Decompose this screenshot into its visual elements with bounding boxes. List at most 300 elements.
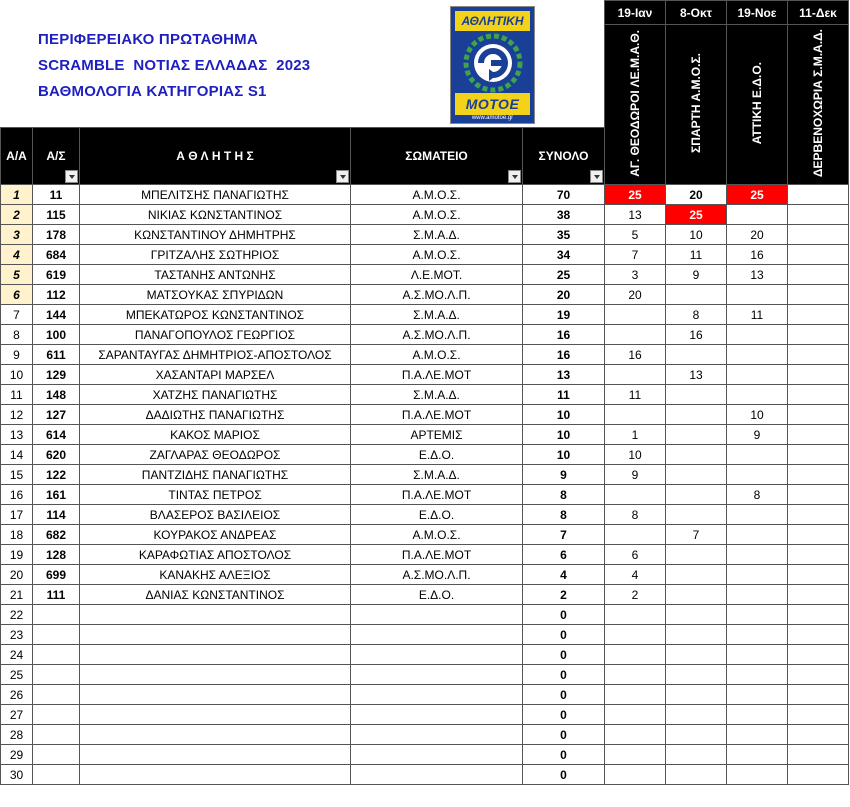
- cell-round-1[interactable]: 5: [605, 225, 666, 245]
- cell-number[interactable]: [33, 605, 80, 625]
- cell-total[interactable]: 0: [523, 645, 605, 665]
- cell-round-4[interactable]: [788, 385, 849, 405]
- cell-total[interactable]: 0: [523, 725, 605, 745]
- cell-total[interactable]: 6: [523, 545, 605, 565]
- cell-club[interactable]: Α.Μ.Ο.Σ.: [351, 185, 523, 205]
- cell-position[interactable]: 24: [1, 645, 33, 665]
- cell-club[interactable]: [351, 605, 523, 625]
- cell-round-1[interactable]: 1: [605, 425, 666, 445]
- cell-round-1[interactable]: [605, 485, 666, 505]
- cell-round-2[interactable]: [666, 565, 727, 585]
- cell-total[interactable]: 20: [523, 285, 605, 305]
- cell-round-2[interactable]: [666, 625, 727, 645]
- cell-round-4[interactable]: [788, 725, 849, 745]
- cell-total[interactable]: 0: [523, 765, 605, 785]
- cell-round-4[interactable]: [788, 365, 849, 385]
- cell-round-4[interactable]: [788, 225, 849, 245]
- cell-position[interactable]: 16: [1, 485, 33, 505]
- cell-round-4[interactable]: [788, 705, 849, 725]
- cell-number[interactable]: 111: [33, 585, 80, 605]
- cell-number[interactable]: 619: [33, 265, 80, 285]
- cell-club[interactable]: Ε.Δ.Ο.: [351, 445, 523, 465]
- cell-number[interactable]: [33, 725, 80, 745]
- cell-round-3[interactable]: 9: [727, 425, 788, 445]
- cell-round-4[interactable]: [788, 665, 849, 685]
- cell-number[interactable]: 129: [33, 365, 80, 385]
- cell-position[interactable]: 23: [1, 625, 33, 645]
- cell-round-2[interactable]: 7: [666, 525, 727, 545]
- cell-round-4[interactable]: [788, 325, 849, 345]
- cell-round-3[interactable]: [727, 285, 788, 305]
- cell-round-4[interactable]: [788, 565, 849, 585]
- cell-round-2[interactable]: [666, 705, 727, 725]
- cell-round-3[interactable]: [727, 465, 788, 485]
- cell-club[interactable]: Α.Σ.ΜΟ.Λ.Π.: [351, 325, 523, 345]
- cell-number[interactable]: [33, 645, 80, 665]
- cell-round-4[interactable]: [788, 645, 849, 665]
- table-row: [1, 365, 849, 385]
- col-header-num: Α/Σ: [33, 128, 80, 185]
- cell-round-1[interactable]: 3: [605, 265, 666, 285]
- cell-round-3[interactable]: [727, 505, 788, 525]
- cell-round-2[interactable]: 11: [666, 245, 727, 265]
- cell-round-3[interactable]: [727, 385, 788, 405]
- cell-round-4[interactable]: [788, 265, 849, 285]
- cell-club[interactable]: Σ.Μ.Α.Δ.: [351, 225, 523, 245]
- cell-round-2[interactable]: [666, 425, 727, 445]
- cell-position[interactable]: 7: [1, 305, 33, 325]
- cell-club[interactable]: Π.Α.ΛΕ.ΜΟΤ: [351, 365, 523, 385]
- cell-round-4[interactable]: [788, 685, 849, 705]
- round-date-1: 19-Ιαν: [605, 1, 666, 25]
- cell-round-1[interactable]: 8: [605, 505, 666, 525]
- cell-round-3[interactable]: [727, 765, 788, 785]
- cell-number[interactable]: [33, 625, 80, 645]
- cell-round-4[interactable]: [788, 765, 849, 785]
- cell-round-2[interactable]: [666, 345, 727, 365]
- cell-athlete[interactable]: ΚΩΝΣΤΑΝΤΙΝΟΥ ΔΗΜΗΤΡΗΣ: [80, 225, 351, 245]
- cell-club[interactable]: Ε.Δ.Ο.: [351, 585, 523, 605]
- filter-dropdown-icon[interactable]: [508, 170, 521, 183]
- cell-athlete[interactable]: ΧΑΣΑΝΤΑΡΙ ΜΑΡΣΕΛ: [80, 365, 351, 385]
- cell-total[interactable]: 7: [523, 525, 605, 545]
- cell-round-1[interactable]: [605, 665, 666, 685]
- cell-position[interactable]: 11: [1, 385, 33, 405]
- cell-round-1[interactable]: [605, 725, 666, 745]
- cell-round-2[interactable]: [666, 505, 727, 525]
- table-row: [1, 385, 849, 405]
- cell-club[interactable]: [351, 665, 523, 685]
- filter-dropdown-icon[interactable]: [336, 170, 349, 183]
- cell-position[interactable]: 18: [1, 525, 33, 545]
- cell-total[interactable]: 38: [523, 205, 605, 225]
- logo-url: www.amotoe.gr: [471, 115, 514, 121]
- cell-club[interactable]: Σ.Μ.Α.Δ.: [351, 385, 523, 405]
- cell-position[interactable]: 12: [1, 405, 33, 425]
- cell-number[interactable]: 122: [33, 465, 80, 485]
- cell-athlete[interactable]: ΔΑΝΙΑΣ ΚΩΝΣΤΑΝΤΙΝΟΣ: [80, 585, 351, 605]
- cell-round-4[interactable]: [788, 305, 849, 325]
- cell-round-3[interactable]: [727, 445, 788, 465]
- cell-club[interactable]: [351, 645, 523, 665]
- cell-athlete[interactable]: [80, 665, 351, 685]
- cell-club[interactable]: [351, 685, 523, 705]
- cell-total[interactable]: 35: [523, 225, 605, 245]
- cell-number[interactable]: 148: [33, 385, 80, 405]
- cell-club[interactable]: Σ.Μ.Α.Δ.: [351, 305, 523, 325]
- cell-position[interactable]: 8: [1, 325, 33, 345]
- cell-total[interactable]: 70: [523, 185, 605, 205]
- cell-position[interactable]: 26: [1, 685, 33, 705]
- cell-round-3[interactable]: [727, 705, 788, 725]
- cell-athlete[interactable]: ΚΟΥΡΑΚΟΣ ΑΝΔΡΕΑΣ: [80, 525, 351, 545]
- table-row: [1, 705, 849, 725]
- table-row: [1, 445, 849, 465]
- cell-total[interactable]: 34: [523, 245, 605, 265]
- cell-total[interactable]: 10: [523, 405, 605, 425]
- cell-athlete[interactable]: [80, 685, 351, 705]
- cell-round-1[interactable]: [605, 765, 666, 785]
- cell-round-3[interactable]: 16: [727, 245, 788, 265]
- cell-round-3[interactable]: [727, 345, 788, 365]
- cell-round-3[interactable]: 8: [727, 485, 788, 505]
- cell-position[interactable]: 20: [1, 565, 33, 585]
- col-header-total: ΣΥΝΟΛΟ: [523, 128, 605, 185]
- cell-number[interactable]: 178: [33, 225, 80, 245]
- cell-round-4[interactable]: [788, 485, 849, 505]
- cell-athlete[interactable]: ΠΑΝΑΓΟΠΟΥΛΟΣ ΓΕΩΡΓΙΟΣ: [80, 325, 351, 345]
- table-row: [1, 645, 849, 665]
- round-venue-4: ΔΕΡΒΕΝΟΧΩΡΙΑ Σ.Μ.Α.Δ.: [788, 25, 849, 185]
- cell-athlete[interactable]: [80, 645, 351, 665]
- cell-total[interactable]: 0: [523, 705, 605, 725]
- cell-position[interactable]: 10: [1, 365, 33, 385]
- cell-round-4[interactable]: [788, 525, 849, 545]
- cell-round-4[interactable]: [788, 285, 849, 305]
- cell-club[interactable]: Π.Α.ΛΕ.ΜΟΤ: [351, 545, 523, 565]
- table-row: [1, 305, 849, 325]
- cell-round-4[interactable]: [788, 505, 849, 525]
- cell-round-4[interactable]: [788, 185, 849, 205]
- cell-round-2[interactable]: [666, 285, 727, 305]
- cell-total[interactable]: 10: [523, 445, 605, 465]
- cell-round-3[interactable]: [727, 745, 788, 765]
- cell-round-2[interactable]: [666, 685, 727, 705]
- cell-total[interactable]: 25: [523, 265, 605, 285]
- cell-athlete[interactable]: [80, 625, 351, 645]
- cell-round-2[interactable]: [666, 605, 727, 625]
- cell-round-3[interactable]: 13: [727, 265, 788, 285]
- cell-position[interactable]: 13: [1, 425, 33, 445]
- cell-club[interactable]: Σ.Μ.Α.Δ.: [351, 465, 523, 485]
- cell-athlete[interactable]: [80, 765, 351, 785]
- cell-position[interactable]: 1: [1, 185, 33, 205]
- cell-athlete[interactable]: ΓΡΙΤΖΑΛΗΣ ΣΩΤΗΡΙΟΣ: [80, 245, 351, 265]
- cell-club[interactable]: Α.Μ.Ο.Σ.: [351, 525, 523, 545]
- cell-round-1[interactable]: 2: [605, 585, 666, 605]
- cell-athlete[interactable]: ΚΑΡΑΦΩΤΙΑΣ ΑΠΟΣΤΟΛΟΣ: [80, 545, 351, 565]
- table-row: [1, 325, 849, 345]
- cell-number[interactable]: 115: [33, 205, 80, 225]
- cell-round-3[interactable]: [727, 545, 788, 565]
- cell-round-3[interactable]: [727, 205, 788, 225]
- cell-athlete[interactable]: [80, 745, 351, 765]
- cell-round-2[interactable]: [666, 585, 727, 605]
- cell-round-2[interactable]: [666, 725, 727, 745]
- cell-round-3[interactable]: [727, 645, 788, 665]
- table-row: [1, 285, 849, 305]
- cell-number[interactable]: [33, 665, 80, 685]
- cell-athlete[interactable]: ΜΠΕΚΑΤΩΡΟΣ ΚΩΝΣΤΑΝΤΙΝΟΣ: [80, 305, 351, 325]
- cell-round-3[interactable]: [727, 685, 788, 705]
- cell-round-4[interactable]: [788, 205, 849, 225]
- cell-round-1[interactable]: 13: [605, 205, 666, 225]
- cell-total[interactable]: 0: [523, 605, 605, 625]
- cell-total[interactable]: 10: [523, 425, 605, 445]
- cell-position[interactable]: 14: [1, 445, 33, 465]
- cell-number[interactable]: 144: [33, 305, 80, 325]
- cell-athlete[interactable]: ΣΑΡΑΝΤΑΥΓΑΣ ΔΗΜΗΤΡΙΟΣ-ΑΠΟΣΤΟΛΟΣ: [80, 345, 351, 365]
- cell-round-4[interactable]: [788, 745, 849, 765]
- cell-athlete[interactable]: ΤΙΝΤΑΣ ΠΕΤΡΟΣ: [80, 485, 351, 505]
- cell-total[interactable]: 0: [523, 685, 605, 705]
- cell-round-1[interactable]: [605, 325, 666, 345]
- cell-number[interactable]: 161: [33, 485, 80, 505]
- cell-round-4[interactable]: [788, 605, 849, 625]
- cell-total[interactable]: 16: [523, 325, 605, 345]
- cell-round-4[interactable]: [788, 625, 849, 645]
- cell-athlete[interactable]: ΒΛΑΣΕΡΟΣ ΒΑΣΙΛΕΙΟΣ: [80, 505, 351, 525]
- cell-round-2[interactable]: [666, 405, 727, 425]
- cell-round-2[interactable]: 25: [666, 205, 727, 225]
- cell-club[interactable]: Α.Σ.ΜΟ.Λ.Π.: [351, 565, 523, 585]
- cell-round-4[interactable]: [788, 445, 849, 465]
- cell-club[interactable]: [351, 705, 523, 725]
- cell-athlete[interactable]: ΤΑΣΤΑΝΗΣ ΑΝΤΩΝΗΣ: [80, 265, 351, 285]
- cell-number[interactable]: 684: [33, 245, 80, 265]
- cell-number[interactable]: 100: [33, 325, 80, 345]
- cell-athlete[interactable]: ΝΙΚΙΑΣ ΚΩΝΣΤΑΝΤΙΝΟΣ: [80, 205, 351, 225]
- cell-athlete[interactable]: [80, 705, 351, 725]
- cell-round-3[interactable]: 25: [727, 185, 788, 205]
- cell-position[interactable]: 27: [1, 705, 33, 725]
- cell-position[interactable]: 22: [1, 605, 33, 625]
- cell-position[interactable]: 21: [1, 585, 33, 605]
- cell-total[interactable]: 0: [523, 745, 605, 765]
- cell-total[interactable]: 16: [523, 345, 605, 365]
- cell-number[interactable]: 614: [33, 425, 80, 445]
- cell-round-3[interactable]: [727, 365, 788, 385]
- table-row: [1, 665, 849, 685]
- cell-position[interactable]: 15: [1, 465, 33, 485]
- cell-round-1[interactable]: 20: [605, 285, 666, 305]
- table-row: [1, 425, 849, 445]
- title-line-1: ΠΕΡΙΦΕΡΕΙΑΚΟ ΠΡΩΤΑΘΗΜΑ: [38, 31, 258, 48]
- cell-round-1[interactable]: 4: [605, 565, 666, 585]
- cell-total[interactable]: 8: [523, 485, 605, 505]
- cell-round-3[interactable]: 20: [727, 225, 788, 245]
- filter-dropdown-icon[interactable]: [65, 170, 78, 183]
- filter-dropdown-icon[interactable]: [590, 170, 603, 183]
- cell-number[interactable]: 11: [33, 185, 80, 205]
- cell-number[interactable]: 682: [33, 525, 80, 545]
- cell-club[interactable]: Π.Α.ΛΕ.ΜΟΤ: [351, 405, 523, 425]
- cell-round-2[interactable]: [666, 765, 727, 785]
- cell-round-2[interactable]: [666, 665, 727, 685]
- cell-round-4[interactable]: [788, 405, 849, 425]
- cell-round-3[interactable]: 10: [727, 405, 788, 425]
- cell-round-3[interactable]: 11: [727, 305, 788, 325]
- table-row: [1, 185, 849, 205]
- cell-round-2[interactable]: [666, 545, 727, 565]
- cell-position[interactable]: 9: [1, 345, 33, 365]
- cell-number[interactable]: 699: [33, 565, 80, 585]
- cell-position[interactable]: 28: [1, 725, 33, 745]
- cell-number[interactable]: [33, 685, 80, 705]
- cell-round-4[interactable]: [788, 345, 849, 365]
- cell-athlete[interactable]: ΧΑΤΖΗΣ ΠΑΝΑΓΙΩΤΗΣ: [80, 385, 351, 405]
- cell-club[interactable]: ΑΡΤΕΜΙΣ: [351, 425, 523, 445]
- cell-round-4[interactable]: [788, 465, 849, 485]
- cell-position[interactable]: 6: [1, 285, 33, 305]
- cell-club[interactable]: [351, 625, 523, 645]
- cell-total[interactable]: 13: [523, 365, 605, 385]
- cell-athlete[interactable]: ΠΑΝΤΖΙΔΗΣ ΠΑΝΑΓΙΩΤΗΣ: [80, 465, 351, 485]
- cell-round-1[interactable]: [605, 625, 666, 645]
- cell-number[interactable]: 611: [33, 345, 80, 365]
- cell-round-3[interactable]: [727, 525, 788, 545]
- cell-round-3[interactable]: [727, 325, 788, 345]
- cell-round-4[interactable]: [788, 545, 849, 565]
- cell-total[interactable]: 4: [523, 565, 605, 585]
- cell-round-2[interactable]: 8: [666, 305, 727, 325]
- cell-round-1[interactable]: [605, 685, 666, 705]
- cell-number[interactable]: 112: [33, 285, 80, 305]
- cell-round-1[interactable]: [605, 605, 666, 625]
- cell-athlete[interactable]: ΚΑΚΟΣ ΜΑΡΙΟΣ: [80, 425, 351, 445]
- table-row: [1, 205, 849, 225]
- cell-round-2[interactable]: [666, 445, 727, 465]
- cell-round-1[interactable]: 9: [605, 465, 666, 485]
- cell-club[interactable]: Π.Α.ΛΕ.ΜΟΤ: [351, 485, 523, 505]
- cell-number[interactable]: 620: [33, 445, 80, 465]
- cell-athlete[interactable]: ΚΑΝΑΚΗΣ ΑΛΕΞΙΟΣ: [80, 565, 351, 585]
- cell-round-1[interactable]: [605, 525, 666, 545]
- cell-round-1[interactable]: [605, 305, 666, 325]
- cell-round-2[interactable]: [666, 485, 727, 505]
- cell-total[interactable]: 8: [523, 505, 605, 525]
- cell-athlete[interactable]: [80, 605, 351, 625]
- cell-position[interactable]: 2: [1, 205, 33, 225]
- cell-number[interactable]: 114: [33, 505, 80, 525]
- cell-round-2[interactable]: 10: [666, 225, 727, 245]
- cell-round-3[interactable]: [727, 625, 788, 645]
- cell-round-3[interactable]: [727, 665, 788, 685]
- cell-number[interactable]: 127: [33, 405, 80, 425]
- cell-club[interactable]: Ε.Δ.Ο.: [351, 505, 523, 525]
- cell-round-1[interactable]: 7: [605, 245, 666, 265]
- cell-number[interactable]: [33, 745, 80, 765]
- cell-athlete[interactable]: ΜΑΤΣΟΥΚΑΣ ΣΠΥΡΙΔΩΝ: [80, 285, 351, 305]
- cell-round-4[interactable]: [788, 585, 849, 605]
- cell-athlete[interactable]: [80, 725, 351, 745]
- cell-club[interactable]: Α.Μ.Ο.Σ.: [351, 345, 523, 365]
- cell-number[interactable]: [33, 765, 80, 785]
- cell-total[interactable]: 19: [523, 305, 605, 325]
- cell-round-2[interactable]: [666, 465, 727, 485]
- cell-round-4[interactable]: [788, 425, 849, 445]
- cell-position[interactable]: 17: [1, 505, 33, 525]
- cell-club[interactable]: [351, 765, 523, 785]
- cell-total[interactable]: 0: [523, 665, 605, 685]
- cell-round-2[interactable]: 9: [666, 265, 727, 285]
- logo: [450, 6, 535, 124]
- cell-round-3[interactable]: [727, 605, 788, 625]
- round-date-2: 8-Οκτ: [666, 1, 727, 25]
- cell-position[interactable]: 30: [1, 765, 33, 785]
- cell-club[interactable]: Α.Μ.Ο.Σ.: [351, 245, 523, 265]
- cell-club[interactable]: Α.Σ.ΜΟ.Λ.Π.: [351, 285, 523, 305]
- cell-round-3[interactable]: [727, 585, 788, 605]
- cell-round-2[interactable]: [666, 645, 727, 665]
- table-row: [1, 725, 849, 745]
- cell-round-2[interactable]: [666, 385, 727, 405]
- table-row: [1, 265, 849, 285]
- cell-round-1[interactable]: 25: [605, 185, 666, 205]
- cell-round-1[interactable]: [605, 645, 666, 665]
- cell-club[interactable]: Α.Μ.Ο.Σ.: [351, 205, 523, 225]
- cell-round-3[interactable]: [727, 725, 788, 745]
- cell-total[interactable]: 0: [523, 625, 605, 645]
- col-header-club: ΣΩΜΑΤΕΙΟ: [351, 128, 523, 185]
- cell-round-2[interactable]: 20: [666, 185, 727, 205]
- table-row: [1, 525, 849, 545]
- cell-number[interactable]: [33, 705, 80, 725]
- cell-round-4[interactable]: [788, 245, 849, 265]
- cell-position[interactable]: 25: [1, 665, 33, 685]
- cell-club[interactable]: Λ.Ε.ΜΟΤ.: [351, 265, 523, 285]
- cell-round-2[interactable]: 13: [666, 365, 727, 385]
- cell-round-1[interactable]: 16: [605, 345, 666, 365]
- cell-round-1[interactable]: [605, 365, 666, 385]
- cell-position[interactable]: 3: [1, 225, 33, 245]
- cell-total[interactable]: 11: [523, 385, 605, 405]
- cell-round-1[interactable]: 11: [605, 385, 666, 405]
- cell-position[interactable]: 4: [1, 245, 33, 265]
- cell-total[interactable]: 9: [523, 465, 605, 485]
- cell-club[interactable]: [351, 725, 523, 745]
- cell-round-2[interactable]: [666, 745, 727, 765]
- cell-round-1[interactable]: [605, 745, 666, 765]
- cell-position[interactable]: 5: [1, 265, 33, 285]
- cell-position[interactable]: 19: [1, 545, 33, 565]
- cell-round-1[interactable]: [605, 705, 666, 725]
- round-venue-1: ΑΓ. ΘΕΟΔΩΡΟΙ ΛΕ.Μ.Α.Θ.: [605, 25, 666, 185]
- cell-athlete[interactable]: ΜΠΕΛΙΤΣΗΣ ΠΑΝΑΓΙΩΤΗΣ: [80, 185, 351, 205]
- cell-athlete[interactable]: ΔΑΔΙΩΤΗΣ ΠΑΝΑΓΙΩΤΗΣ: [80, 405, 351, 425]
- cell-round-1[interactable]: 10: [605, 445, 666, 465]
- cell-round-2[interactable]: 16: [666, 325, 727, 345]
- cell-club[interactable]: [351, 745, 523, 765]
- cell-athlete[interactable]: ΖΑΓΛΑΡΑΣ ΘΕΟΔΩΡΟΣ: [80, 445, 351, 465]
- cell-position[interactable]: 29: [1, 745, 33, 765]
- cell-round-1[interactable]: 6: [605, 545, 666, 565]
- title-line-3: ΒΑΘΜΟΛΟΓΙΑ ΚΑΤΗΓΟΡΙΑΣ S1: [38, 83, 267, 100]
- cell-number[interactable]: 128: [33, 545, 80, 565]
- cell-round-3[interactable]: [727, 565, 788, 585]
- cell-round-1[interactable]: [605, 405, 666, 425]
- cell-total[interactable]: 2: [523, 585, 605, 605]
